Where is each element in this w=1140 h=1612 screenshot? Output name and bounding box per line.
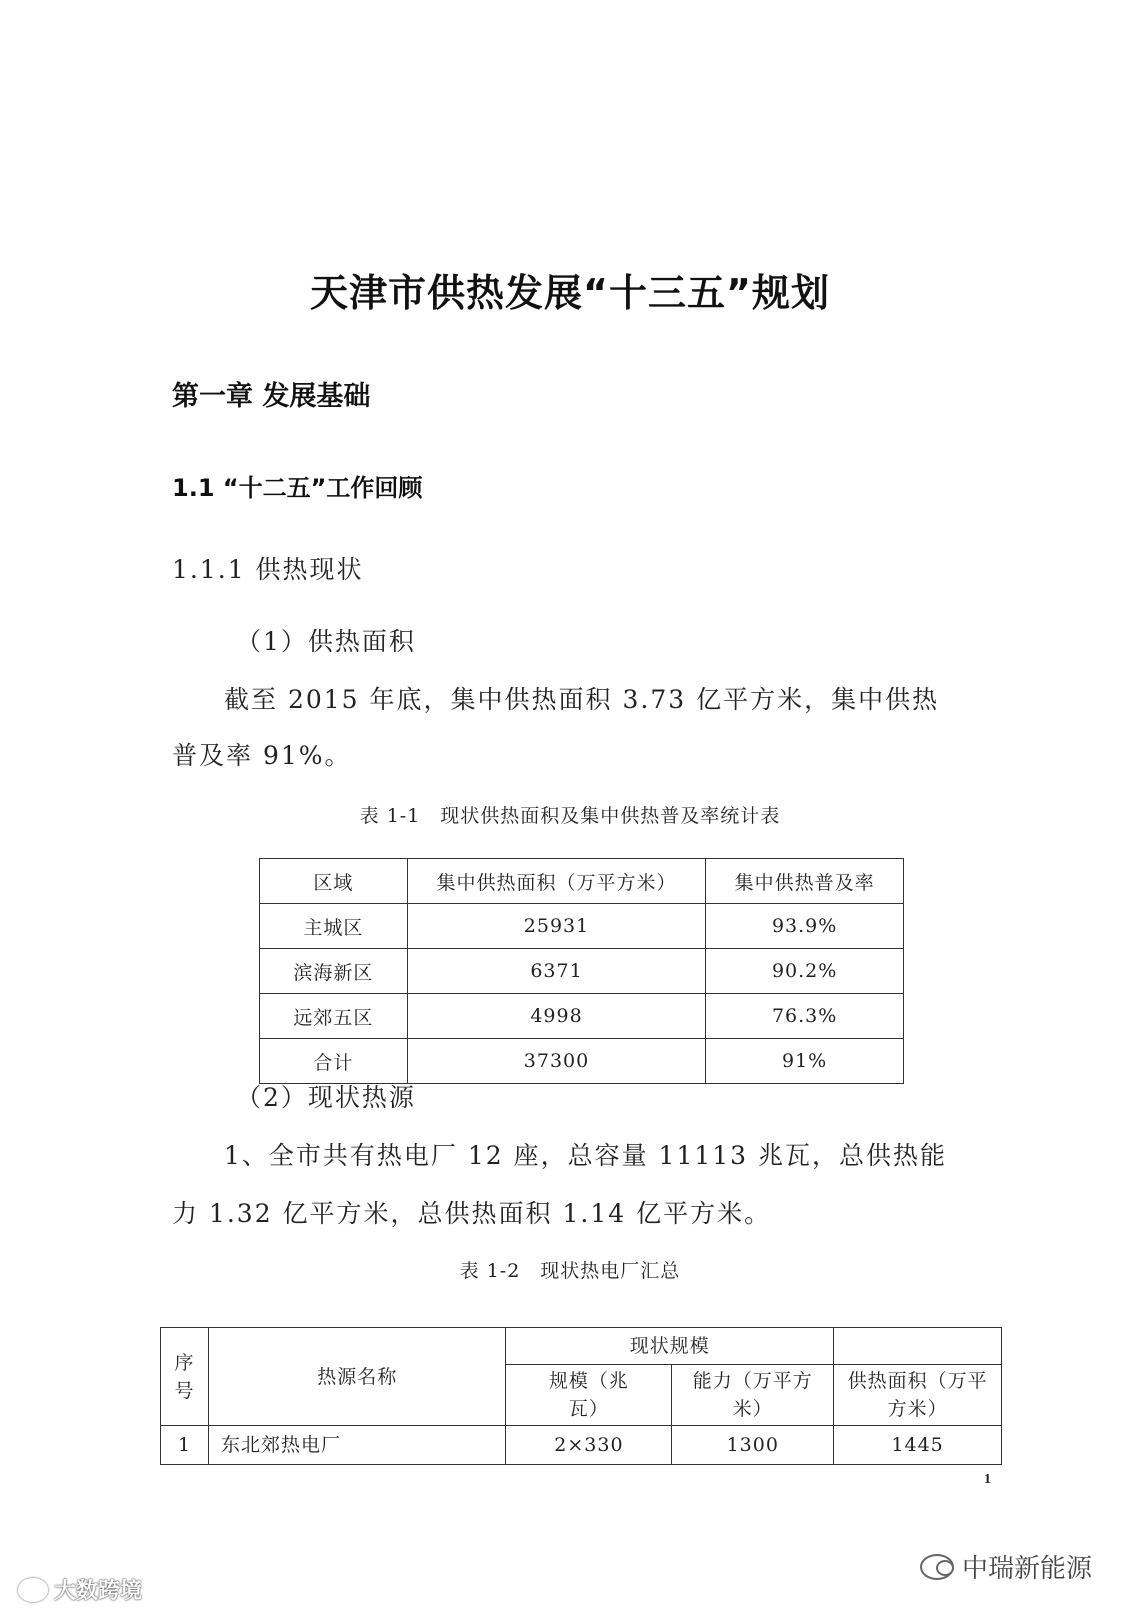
table-row bbox=[260, 949, 904, 994]
paragraph-heat-source-line1: 1、全市共有热电厂 12 座，总容量 11113 兆瓦，总供热能 bbox=[224, 1141, 948, 1170]
table-row bbox=[260, 904, 904, 949]
section-heading: 1.1 “十二五”工作回顾 bbox=[172, 474, 423, 502]
table-cell: 93.9% bbox=[706, 904, 904, 949]
watermark-right bbox=[920, 1548, 1092, 1585]
table-cell: 滨海新区 bbox=[260, 949, 408, 994]
table-row bbox=[161, 1426, 1002, 1465]
chapter-heading: 第一章 发展基础 bbox=[172, 381, 371, 412]
table-header-cell-capacity: 能力（万平方米） bbox=[672, 1365, 834, 1426]
table1 bbox=[259, 858, 904, 1084]
table-cell: 37300 bbox=[407, 1039, 706, 1084]
subsection-heading: 1.1.1 供热现状 bbox=[172, 555, 364, 584]
paragraph-heat-source-line2: 力 1.32 亿平方米，总供热面积 1.14 亿平方米。 bbox=[172, 1199, 772, 1228]
item-heading-heating-area: （1）供热面积 bbox=[236, 627, 416, 656]
table-header-cell-area: 供热面积（万平方米） bbox=[834, 1365, 1002, 1426]
document-title: 天津市供热发展“十三五”规划 bbox=[310, 271, 830, 315]
paragraph-heating-area-line2: 普及率 91%。 bbox=[172, 741, 352, 770]
table-cell: 91% bbox=[706, 1039, 904, 1084]
table-cell: 76.3% bbox=[706, 994, 904, 1039]
table-row bbox=[260, 994, 904, 1039]
table-header-row bbox=[260, 859, 904, 904]
table-cell: 合计 bbox=[260, 1039, 408, 1084]
wechat-icon bbox=[920, 1554, 954, 1580]
table-header-cell-name: 热源名称 bbox=[208, 1328, 505, 1426]
watermark-logo-icon bbox=[18, 1578, 48, 1602]
table-cell: 2×330 bbox=[506, 1426, 672, 1465]
table-cell: 远郊五区 bbox=[260, 994, 408, 1039]
table-cell: 4998 bbox=[407, 994, 706, 1039]
table-cell: 90.2% bbox=[706, 949, 904, 994]
table-header-cell-group: 现状规模 bbox=[506, 1328, 834, 1365]
table1-caption: 表 1-1 现状供热面积及集中供热普及率统计表 bbox=[359, 805, 781, 827]
table-header-cell-blank bbox=[834, 1328, 1002, 1365]
table-cell: 1300 bbox=[672, 1426, 834, 1465]
page-number: 1 bbox=[984, 1472, 991, 1487]
watermark-left-text: 大数跨境 bbox=[54, 1579, 143, 1604]
table-cell: 6371 bbox=[407, 949, 706, 994]
table-header-cell-no: 序号 bbox=[161, 1328, 209, 1426]
table-cell: 1 bbox=[161, 1426, 209, 1465]
watermark-left bbox=[18, 1574, 142, 1605]
table-cell: 25931 bbox=[407, 904, 706, 949]
item-heading-heat-source: （2）现状热源 bbox=[236, 1083, 416, 1112]
table-header-cell: 集中供热面积（万平方米） bbox=[407, 859, 706, 904]
watermark-right-text: 中瑞新能源 bbox=[962, 1554, 1093, 1584]
table-cell: 东北郊热电厂 bbox=[208, 1426, 505, 1465]
table-cell: 主城区 bbox=[260, 904, 408, 949]
table-cell: 1445 bbox=[834, 1426, 1002, 1465]
table-header-cell: 集中供热普及率 bbox=[706, 859, 904, 904]
table-header-cell-scale: 规模（兆瓦） bbox=[506, 1365, 672, 1426]
paragraph-heating-area-line1: 截至 2015 年底，集中供热面积 3.73 亿平方米，集中供热 bbox=[224, 685, 940, 714]
table-header-row bbox=[161, 1328, 1002, 1365]
table2-caption: 表 1-2 现状热电厂汇总 bbox=[459, 1260, 681, 1282]
table-header-cell: 区域 bbox=[260, 859, 408, 904]
table2 bbox=[160, 1327, 1002, 1465]
table-row bbox=[260, 1039, 904, 1084]
